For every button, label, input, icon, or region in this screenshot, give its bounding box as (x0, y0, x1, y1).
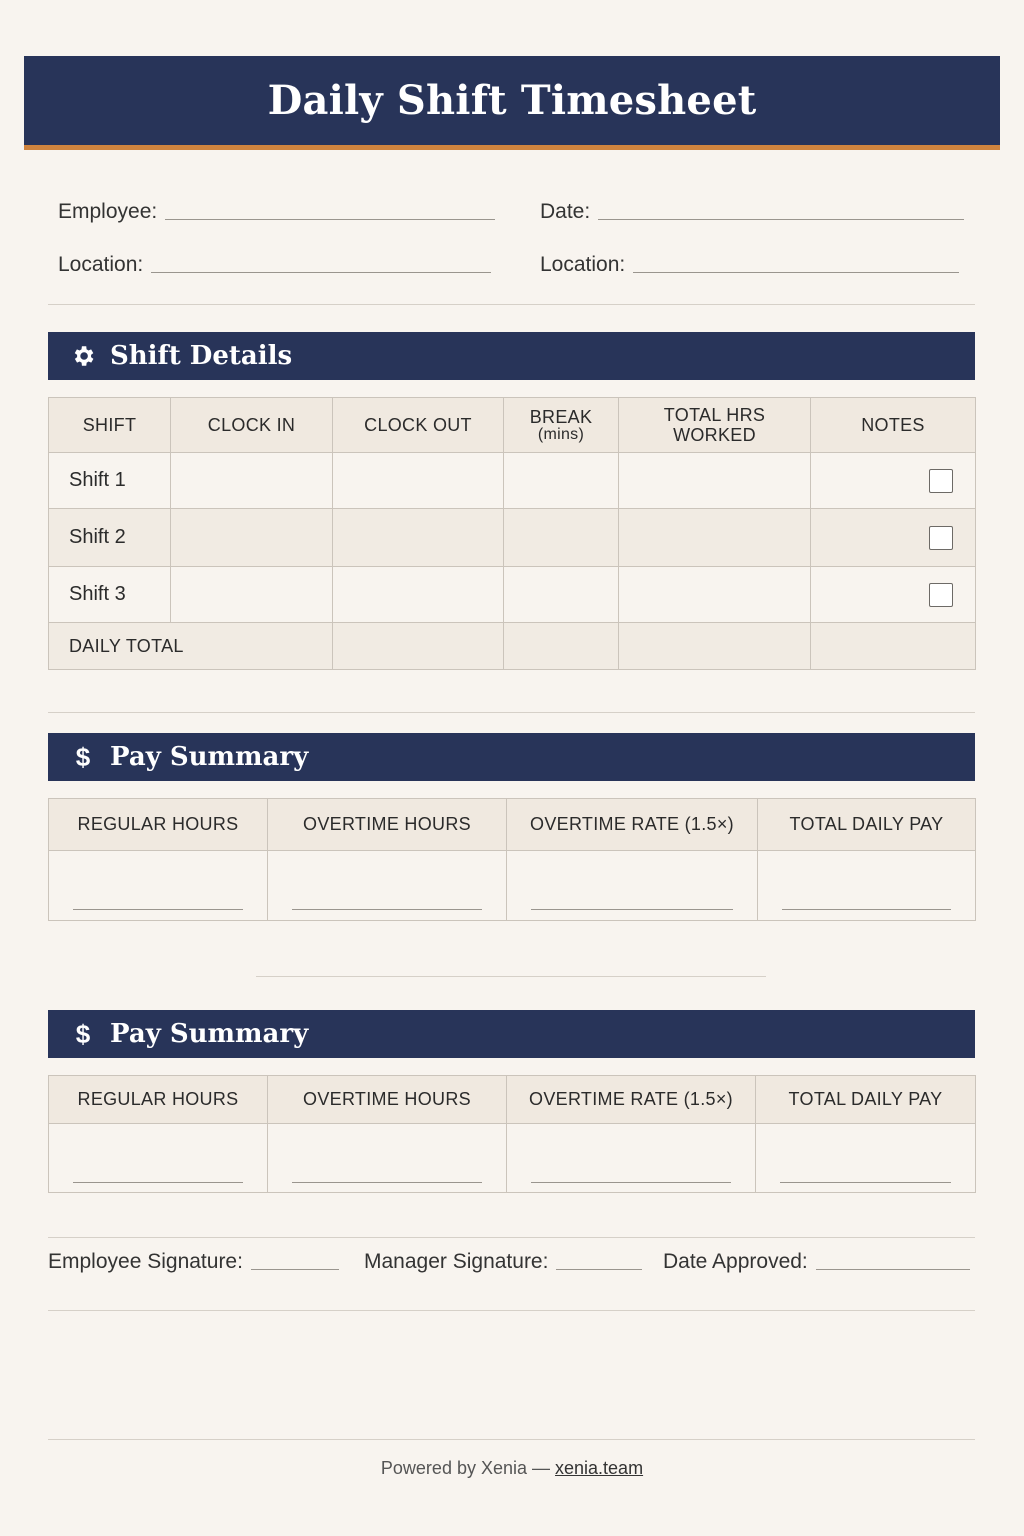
table-row (49, 509, 976, 567)
shift-1-clock-out-cell[interactable] (333, 453, 504, 509)
shift-2-clock-out-cell[interactable] (333, 509, 504, 567)
powered-by-text: Powered by Xenia — (380, 1458, 550, 1478)
divider (48, 304, 975, 305)
overtime-hours-cell-2 (268, 1124, 507, 1193)
date-approved-line[interactable] (816, 1268, 970, 1270)
shift-1-notes-checkbox[interactable] (929, 469, 953, 493)
shift-3-total-cell[interactable] (619, 567, 811, 623)
overtime-rate-cell (507, 851, 758, 921)
shift-3-notes-cell (811, 567, 976, 623)
col-overtime-rate: OVERTIME RATE (1.5×) (507, 799, 758, 851)
employee-signature-line[interactable] (251, 1268, 339, 1270)
table-row (49, 567, 976, 623)
manager-signature-line[interactable] (556, 1268, 642, 1270)
shift-2-label: Shift 2 (49, 509, 171, 567)
title-banner (24, 56, 1000, 150)
total-daily-pay-cell-2 (756, 1124, 976, 1193)
col-notes: NOTES (811, 398, 976, 453)
shift-3-clock-out-cell[interactable] (333, 567, 504, 623)
daily-total-row (49, 623, 976, 670)
total-daily-pay-input-line[interactable] (782, 861, 951, 910)
shift-details-header (48, 332, 975, 380)
date-approved-field (663, 1250, 970, 1274)
overtime-rate-cell-2 (507, 1124, 756, 1193)
footer (0, 1458, 1024, 1479)
location-input-line-right[interactable] (633, 271, 959, 273)
employee-label: Employee: (58, 200, 158, 223)
col-clock-in: CLOCK IN (171, 398, 333, 453)
shift-3-notes-checkbox[interactable] (929, 583, 953, 607)
overtime-hours-input-line[interactable] (292, 861, 482, 910)
pay-summary-table-2 (48, 1075, 976, 1193)
col-overtime-rate-2: OVERTIME RATE (1.5×) (507, 1076, 756, 1124)
regular-hours-cell-2 (49, 1124, 268, 1193)
location-label-right: Location: (540, 253, 626, 276)
daily-total-break-cell[interactable] (504, 623, 619, 670)
dollar-icon: $ (75, 742, 91, 772)
total-daily-pay-cell (758, 851, 976, 921)
pay-summary-table (48, 798, 976, 921)
daily-total-hours-cell[interactable] (619, 623, 811, 670)
location-label-left: Location: (58, 253, 144, 276)
col-total-hrs-line2: WORKED (673, 425, 756, 445)
shift-2-clock-in-cell[interactable] (171, 509, 333, 567)
col-regular-hours-2: REGULAR HOURS (49, 1076, 268, 1124)
shift-3-break-cell[interactable] (504, 567, 619, 623)
shift-2-notes-cell (811, 509, 976, 567)
employee-signature-field (48, 1250, 339, 1274)
col-clock-out: CLOCK OUT (333, 398, 504, 453)
regular-hours-cell (49, 851, 268, 921)
pay-summary-title: Pay Summary (110, 742, 309, 772)
employee-field (58, 200, 495, 224)
date-field (540, 200, 964, 224)
regular-hours-input-line[interactable] (73, 861, 243, 910)
date-label: Date: (540, 200, 591, 223)
col-break (504, 398, 619, 453)
shift-2-total-cell[interactable] (619, 509, 811, 567)
shift-1-clock-in-cell[interactable] (171, 453, 333, 509)
shift-details-table (48, 397, 976, 670)
divider (48, 1237, 975, 1238)
divider (48, 712, 975, 713)
overtime-rate-input-line[interactable] (531, 861, 733, 910)
overtime-hours-cell (268, 851, 507, 921)
table-header-row (49, 398, 976, 453)
regular-hours-input-line-2[interactable] (73, 1134, 243, 1183)
col-overtime-hours: OVERTIME HOURS (268, 799, 507, 851)
col-total-hrs-line1: TOTAL HRS (663, 405, 766, 425)
col-overtime-hours-2: OVERTIME HOURS (268, 1076, 507, 1124)
employee-signature-label: Employee Signature: (48, 1250, 243, 1273)
col-total-hrs (619, 398, 811, 453)
page-title: Daily Shift Timesheet (267, 77, 757, 124)
shift-3-clock-in-cell[interactable] (171, 567, 333, 623)
shift-2-notes-checkbox[interactable] (929, 526, 953, 550)
table-row (49, 1124, 976, 1193)
daily-total-clock-out-cell[interactable] (333, 623, 504, 670)
location-field-left (58, 253, 491, 277)
col-regular-hours: REGULAR HOURS (49, 799, 268, 851)
shift-1-notes-cell (811, 453, 976, 509)
total-daily-pay-input-line-2[interactable] (780, 1134, 951, 1183)
xenia-link[interactable]: xenia.team (555, 1458, 644, 1478)
col-total-daily-pay-2: TOTAL DAILY PAY (756, 1076, 976, 1124)
col-shift: SHIFT (49, 398, 171, 453)
manager-signature-label: Manager Signature: (364, 1250, 549, 1273)
col-break-label: BREAK (529, 407, 593, 427)
location-input-line-left[interactable] (151, 271, 491, 273)
date-approved-label: Date Approved: (663, 1250, 808, 1273)
shift-1-label: Shift 1 (49, 453, 171, 509)
divider (256, 976, 766, 977)
shift-3-label: Shift 3 (49, 567, 171, 623)
overtime-rate-input-line-2[interactable] (531, 1134, 731, 1183)
shift-1-total-cell[interactable] (619, 453, 811, 509)
daily-total-label: DAILY TOTAL (49, 623, 333, 670)
table-header-row (49, 799, 976, 851)
table-header-row (49, 1076, 976, 1124)
date-input-line[interactable] (598, 218, 964, 220)
pay-summary-header-2 (48, 1010, 975, 1058)
employee-input-line[interactable] (165, 218, 495, 220)
overtime-hours-input-line-2[interactable] (292, 1134, 482, 1183)
shift-1-break-cell[interactable] (504, 453, 619, 509)
gear-icon (70, 343, 96, 369)
location-field-right (540, 253, 959, 277)
divider (48, 1310, 975, 1311)
divider (48, 1439, 975, 1440)
table-row (49, 453, 976, 509)
col-total-daily-pay: TOTAL DAILY PAY (758, 799, 976, 851)
dollar-icon: $ (75, 1019, 91, 1049)
daily-total-notes-cell[interactable] (811, 623, 976, 670)
table-row (49, 851, 976, 921)
shift-details-title: Shift Details (110, 341, 293, 371)
col-break-unit: (mins) (537, 426, 585, 443)
manager-signature-field (364, 1250, 642, 1274)
pay-summary-header (48, 733, 975, 781)
pay-summary-title-2: Pay Summary (110, 1019, 309, 1049)
shift-2-break-cell[interactable] (504, 509, 619, 567)
